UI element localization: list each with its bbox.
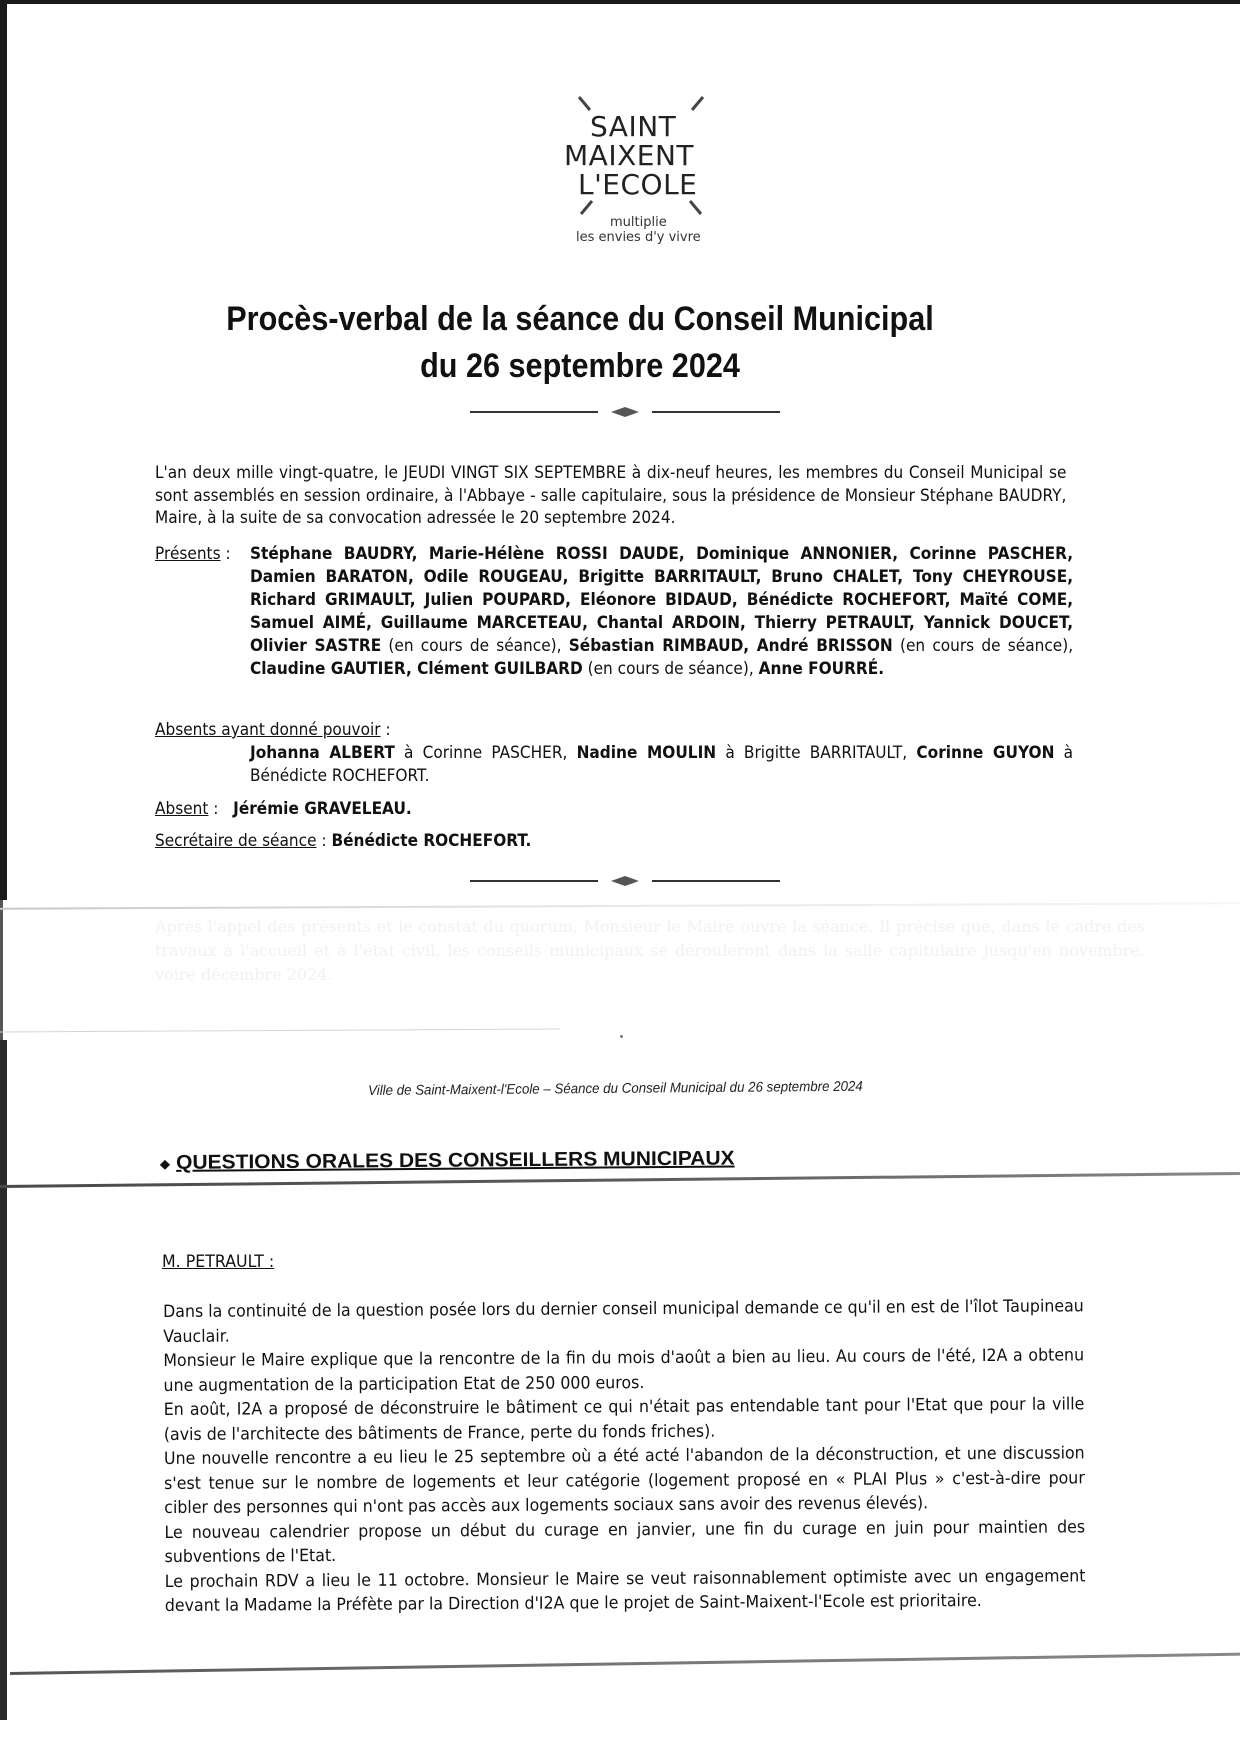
- present-member-name: Damien BARATON: [250, 567, 408, 586]
- present-member-note: (en cours de séance): [587, 659, 749, 678]
- present-member-note: (en cours de séance): [899, 636, 1069, 655]
- present-member-name: Richard GRIMAULT: [250, 590, 410, 609]
- ornamental-divider: [470, 405, 780, 419]
- logo-tagline-1: multiplie: [610, 215, 667, 230]
- page-running-header: Ville de Saint-Maixent-l'Ecole – Séance du Conseil Municipal du 26 septembre 2024: [368, 1077, 863, 1098]
- proxies-label: Absents ayant donné pouvoir: [155, 720, 381, 739]
- presents-label: Présents: [155, 544, 221, 563]
- present-member-name: Stéphane BAUDRY: [250, 544, 412, 563]
- present-member-name: Thierry PETRAULT: [754, 613, 910, 632]
- logo-line-3: L'ECOLE: [578, 168, 698, 201]
- present-member-note: (en cours de séance): [388, 636, 557, 655]
- present-member-name: Tony CHEYROUSE: [912, 567, 1068, 586]
- scan-left-edge-lower: [0, 1040, 7, 1720]
- secretary-label: Secrétaire de séance: [155, 831, 317, 850]
- presents-list: Stéphane BAUDRY, Marie-Hélène ROSSI DAUDE, Dominique ANNONIER, Corinne PASCHER, Damien BARATON, Odile ROUGEAU, Brigitte BARRITAULT, Bruno CHALET, Tony CHEYROUSE, Richard GRIMAULT, Julien POUPARD, Eléonore BIDAUD, Bénédicte ROCHEFORT, Maïté COME, Samuel AIMÉ, Guillaume MARCETEAU, Chantal ARDOIN, Thierry PETRAULT, Yannick DOUCET, Olivier SASTRE (en cours de séance), Sébastian RIMBAUD, André BRISSON (en cours de séance), Claudine GAUTIER, Clément GUILBARD (en cours de séance), Anne FOURRÉ.: [250, 544, 1074, 678]
- proxy-absent-name: Johanna ALBERT: [250, 743, 395, 762]
- present-member-name: Bruno CHALET: [771, 567, 898, 586]
- diamond-ornament-icon: [611, 407, 639, 417]
- label-colon: :: [316, 831, 332, 850]
- paper-bottom-edge: [10, 1653, 1240, 1675]
- present-member-name: Clément GUILBARD: [417, 659, 583, 678]
- city-logo: [560, 95, 720, 255]
- logo-ray-icon: [691, 96, 704, 111]
- absent-label: Absent: [155, 799, 209, 818]
- diamond-bullet-icon: ◆: [160, 1156, 170, 1171]
- present-member-name: Corinne PASCHER: [909, 544, 1068, 563]
- scan-left-gap: [0, 900, 3, 1040]
- secretary-name: Bénédicte ROCHEFORT.: [331, 831, 532, 850]
- present-member-name: Bénédicte ROCHEFORT: [746, 590, 945, 609]
- logo-ray-icon: [578, 96, 591, 111]
- document-title: Procès-verbal de la séance du Conseil Municipal: [226, 300, 934, 338]
- divider-line: [652, 411, 780, 413]
- label-colon: :: [380, 720, 391, 739]
- proxies-list: Johanna ALBERT à Corinne PASCHER, Nadine MOULIN à Brigitte BARRITAULT, Corinne GUYON à Bénédicte ROCHEFORT.: [250, 743, 1074, 785]
- present-member-name: André BRISSON: [756, 636, 893, 655]
- label-colon: :: [263, 1252, 275, 1272]
- divider-line: [652, 880, 780, 882]
- bleed-through-text: Après l'appel des présents et le constat du quorum, Monsieur le Maire ouvre la séance. Il précise que, dans le cadre des travaux à l'accueil et à l'état civil, les conseils municipaux se dérouleront dans la salle capitulaire jusqu'en novembre, voire décembre 2024.: [155, 917, 1145, 984]
- present-member-name: Yannick DOUCET: [923, 613, 1068, 632]
- present-member-name: Eléonore BIDAUD: [580, 590, 732, 609]
- present-member-name: Brigitte BARRITAULT: [578, 567, 756, 586]
- question-paragraph: Dans la continuité de la question posée lors du dernier conseil municipal demande ce qu'il en est de l'îlot Taupineau Vauclair.: [163, 1296, 1084, 1347]
- present-member-name: Chantal ARDOIN: [596, 613, 740, 632]
- section-heading-text: QUESTIONS ORALES DES CONSEILLERS MUNICIPAUX: [175, 1147, 735, 1174]
- absent-row: [155, 797, 412, 820]
- divider-line: [470, 880, 598, 882]
- proxies-label-row: [155, 718, 391, 741]
- absent-name: Jérémie GRAVELEAU.: [233, 799, 412, 818]
- logo-ray-icon: [689, 200, 702, 215]
- speaker-name: M. PETRAULT: [162, 1252, 264, 1272]
- present-member-name: Sébastian RIMBAUD: [568, 636, 744, 655]
- question-paragraph: Monsieur le Maire explique que la rencontre de la fin du mois d'août a bien au lieu. Au cours de l'été, I2A a obtenu une augmentation de la participation Etat de 250 000 euros.: [163, 1345, 1085, 1396]
- present-member-name: Marie-Hélène ROSSI DAUDE: [428, 544, 679, 563]
- proxy-holder-name: Bénédicte ROCHEFORT: [250, 766, 425, 785]
- logo-line-2: MAIXENT: [564, 139, 694, 172]
- logo-ray-icon: [580, 200, 593, 215]
- label-colon: :: [220, 544, 231, 563]
- diamond-ornament-icon: [611, 876, 639, 886]
- paper-overlay-edge: [0, 902, 1240, 909]
- section-heading: [160, 1147, 735, 1175]
- secretary-row: [155, 829, 531, 852]
- present-member-name: Samuel AIMÉ: [250, 613, 367, 632]
- label-colon: :: [208, 799, 234, 818]
- present-member-name: Guillaume MARCETEAU: [380, 613, 583, 632]
- present-member-name: Dominique ANNONIER: [696, 544, 893, 563]
- present-member-name: Anne FOURRÉ: [758, 659, 879, 678]
- document-subtitle-date: du 26 septembre 2024: [420, 347, 740, 385]
- presents-label-row: [155, 542, 231, 565]
- scan-speck: [620, 1035, 623, 1038]
- question-paragraph: Le prochain RDV a lieu le 11 octobre. Monsieur le Maire se veut raisonnablement optimiste avec un engagement devant la Madame la Préfète par la Direction d'I2A que le projet de Saint-Maixent-l'Ecole est prioritaire.: [164, 1565, 1086, 1616]
- paper-overlay-edge: [0, 1029, 560, 1033]
- ornamental-divider: [470, 874, 780, 888]
- scan-left-edge: [0, 0, 7, 900]
- question-paragraph: Une nouvelle rencontre a eu lieu le 25 septembre où a été acté l'abandon de la déconstruction, et une discussion s'est tenue sur le nombre de logements et leur catégorie (logement proposé en « PLAI Plus » c'est-à-dire pour cibler des personnes qui n'ont pas accès aux logements sociaux sans avoir des revenus élevés).: [163, 1443, 1085, 1518]
- question-body: [163, 1294, 1086, 1618]
- scan-top-edge: [0, 0, 1240, 4]
- proxy-holder-name: Brigitte BARRITAULT: [743, 743, 903, 762]
- present-member-name: Julien POUPARD: [424, 590, 566, 609]
- divider-line: [470, 411, 598, 413]
- present-member-name: Maïté COME: [959, 590, 1068, 609]
- intro-paragraph: L'an deux mille vingt-quatre, le JEUDI VINGT SIX SEPTEMBRE à dix-neuf heures, les membres du Conseil Municipal se sont assemblés en session ordinaire, à l'Abbaye - salle capitulaire, sous la présidence de Monsieur Stéphane BAUDRY, Maire, à la suite de sa convocation adressée le 20 septembre 2024.: [155, 463, 1067, 527]
- present-member-name: Claudine GAUTIER: [250, 659, 406, 678]
- proxy-absent-name: Nadine MOULIN: [576, 743, 717, 762]
- logo-line-1: SAINT: [590, 110, 677, 143]
- logo-tagline-2: les envies d'y vivre: [576, 230, 701, 245]
- question-paragraph: Le nouveau calendrier propose un début du curage en janvier, une fin du curage en juin pour maintien des subventions de l'Etat.: [164, 1516, 1086, 1567]
- proxy-absent-name: Corinne GUYON: [916, 743, 1055, 762]
- question-paragraph: En août, I2A a proposé de déconstruire le bâtiment ce qui n'était pas entendable tant pour l'Etat que pour la ville (avis de l'architecte des bâtiments de France, perte du fonds friches).: [163, 1394, 1085, 1445]
- present-member-name: Olivier SASTRE: [250, 636, 382, 655]
- proxy-holder-name: Corinne PASCHER: [422, 743, 563, 762]
- present-member-name: Odile ROUGEAU: [423, 567, 563, 586]
- speaker-label-row: [162, 1252, 274, 1272]
